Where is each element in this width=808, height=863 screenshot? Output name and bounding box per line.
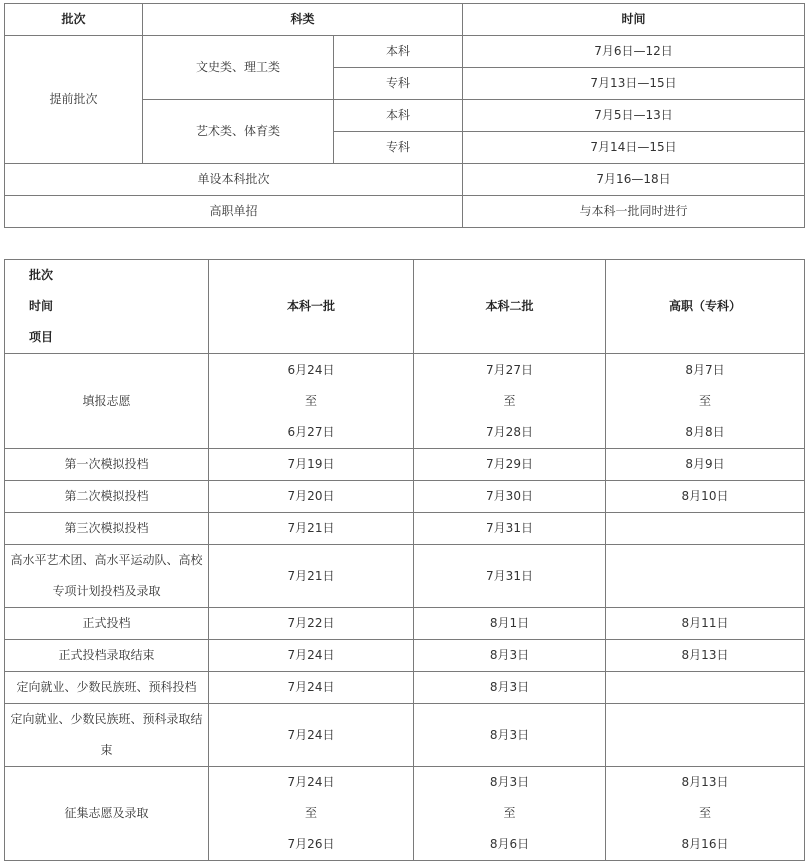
level-cell: 本科: [334, 100, 463, 132]
table-row: [5, 481, 805, 513]
admission-schedule-table: [4, 259, 805, 861]
end-date: 8月6日: [489, 837, 530, 851]
date-cell: 7月31日: [414, 545, 606, 608]
header-category: 科类: [143, 4, 463, 36]
date-range-cell: [606, 354, 805, 449]
date-range-cell: [414, 354, 606, 449]
table-row: [5, 767, 805, 861]
start-date: 8月7日: [685, 362, 725, 377]
date-cell: 8月11日: [606, 608, 805, 640]
table-row: [5, 449, 805, 481]
date-cell: 7月21日: [209, 545, 414, 608]
date-cell: 8月3日: [414, 672, 606, 704]
start-date: 7月27日: [486, 362, 533, 377]
end-date: 7月26日: [287, 837, 335, 851]
level-cell: 专科: [334, 68, 463, 100]
time-cell: 7月6日—12日: [463, 36, 805, 68]
item-cell: 第三次模拟投档: [5, 513, 209, 545]
corner-header-item: 项目: [29, 330, 54, 344]
date-cell: 7月24日: [209, 640, 414, 672]
time-cell: 7月5日—13日: [463, 100, 805, 132]
item-cell: 定向就业、少数民族班、预科录取结束: [5, 704, 209, 767]
table-row: [5, 704, 805, 767]
date-cell: 8月9日: [606, 449, 805, 481]
item-cell: 高水平艺术团、高水平运动队、高校专项计划投档及录取: [5, 545, 209, 608]
range-connector: 至: [503, 806, 516, 820]
date-cell: [606, 513, 805, 545]
time-cell: 7月16—18日: [463, 164, 805, 196]
level-cell: 专科: [334, 132, 463, 164]
item-cell: 征集志愿及录取: [5, 767, 209, 861]
header-time: 时间: [463, 4, 805, 36]
date-cell: [606, 545, 805, 608]
column-header: 本科一批: [209, 260, 414, 354]
range-connector: 至: [698, 393, 711, 408]
date-cell: [606, 704, 805, 767]
time-cell: 7月13日—15日: [463, 68, 805, 100]
group-name: 艺术类、体育类: [143, 100, 334, 164]
end-date: 8月16日: [681, 837, 729, 851]
date-cell: [606, 672, 805, 704]
table-row: [5, 196, 805, 228]
range-connector: 至: [304, 806, 317, 820]
item-cell: 第二次模拟投档: [5, 481, 209, 513]
range-connector: 至: [698, 806, 711, 820]
end-date: 8月8日: [685, 424, 725, 439]
early-batch-schedule-table: [4, 3, 805, 228]
date-cell: 7月21日: [209, 513, 414, 545]
date-cell: 8月10日: [606, 481, 805, 513]
corner-header-batch: 批次: [29, 268, 54, 282]
column-header: 高职（专科）: [606, 260, 805, 354]
batch-label: 单设本科批次: [5, 164, 463, 196]
date-cell: 7月30日: [414, 481, 606, 513]
item-cell: 填报志愿: [5, 354, 209, 449]
table2-header-row: [5, 260, 805, 354]
header-batch: 批次: [5, 4, 143, 36]
range-connector: 至: [503, 393, 516, 408]
table-row: [5, 640, 805, 672]
date-cell: 7月24日: [209, 704, 414, 767]
start-date: 8月3日: [489, 775, 530, 789]
date-range-cell: [414, 767, 606, 861]
column-header: 本科二批: [414, 260, 606, 354]
end-date: 6月27日: [287, 424, 335, 439]
table-row: [5, 354, 805, 449]
item-cell: 正式投档录取结束: [5, 640, 209, 672]
time-cell: 7月14日—15日: [463, 132, 805, 164]
date-cell: 8月3日: [414, 704, 606, 767]
table-row: [5, 513, 805, 545]
table-row: [5, 164, 805, 196]
date-cell: 7月29日: [414, 449, 606, 481]
corner-header: [5, 260, 209, 354]
date-cell: 7月24日: [209, 672, 414, 704]
date-cell: 7月20日: [209, 481, 414, 513]
table-row: [5, 545, 805, 608]
start-date: 6月24日: [287, 362, 335, 377]
table1-header-row: [5, 4, 805, 36]
date-cell: 8月3日: [414, 640, 606, 672]
date-cell: 7月19日: [209, 449, 414, 481]
date-cell: 7月22日: [209, 608, 414, 640]
item-cell: 第一次模拟投档: [5, 449, 209, 481]
item-cell: 定向就业、少数民族班、预科投档: [5, 672, 209, 704]
early-batch-label: 提前批次: [5, 36, 143, 164]
range-connector: 至: [304, 393, 317, 408]
group-name: 文史类、理工类: [143, 36, 334, 100]
date-cell: 8月13日: [606, 640, 805, 672]
start-date: 8月13日: [681, 775, 729, 789]
corner-header-time: 时间: [29, 299, 54, 313]
time-cell: 与本科一批同时进行: [463, 196, 805, 228]
batch-label: 高职单招: [5, 196, 463, 228]
date-range-cell: [209, 767, 414, 861]
table-row: [5, 672, 805, 704]
table-row: [5, 36, 805, 68]
date-cell: 7月31日: [414, 513, 606, 545]
date-range-cell: [606, 767, 805, 861]
start-date: 7月24日: [287, 775, 335, 789]
table-row: [5, 608, 805, 640]
end-date: 7月28日: [486, 424, 533, 439]
date-range-cell: [209, 354, 414, 449]
item-cell: 正式投档: [5, 608, 209, 640]
level-cell: 本科: [334, 36, 463, 68]
date-cell: 8月1日: [414, 608, 606, 640]
